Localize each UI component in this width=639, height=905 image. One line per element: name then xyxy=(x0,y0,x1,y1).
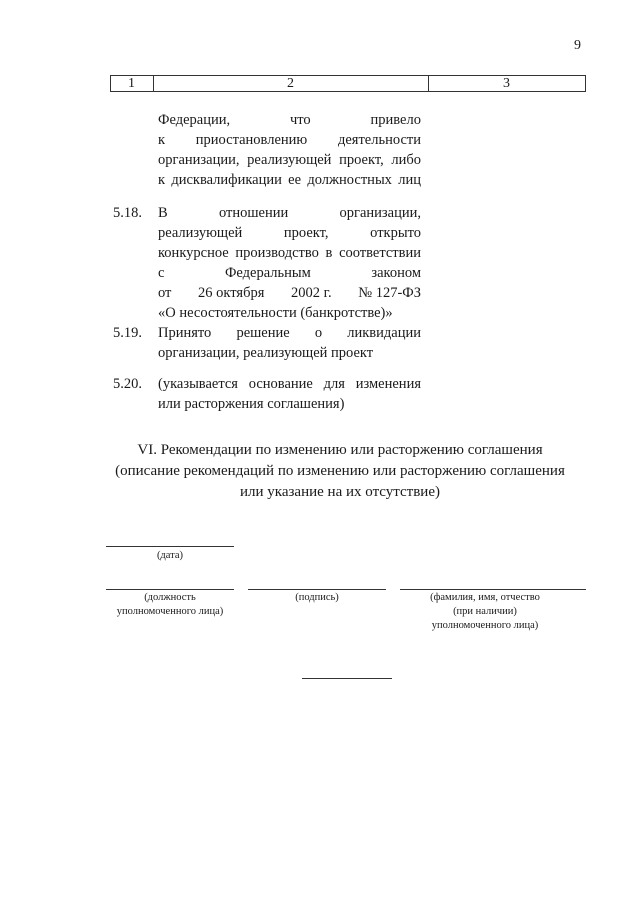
item-5-20-line-2: или расторжения соглашения) xyxy=(158,396,345,412)
column-2-header: 2 xyxy=(287,76,294,91)
signature-line xyxy=(248,589,386,590)
date-caption: (дата) xyxy=(156,550,184,561)
page-number: 9 xyxy=(574,38,581,53)
section-title xyxy=(80,440,600,503)
continuation-line-3: организации, реализующей проект, либо xyxy=(158,152,421,168)
continuation-line-4: к дисквалификации ее должностных лиц xyxy=(158,172,421,188)
item-5-18-line-3: конкурсное производство в соответствии xyxy=(158,245,421,261)
closing-separator-line xyxy=(302,678,392,679)
item-5-18-line-4: с Федеральным законом xyxy=(158,265,421,281)
item-number-5-18: 5.18. xyxy=(113,205,142,221)
item-5-18-line-1: В отношении организации, xyxy=(158,205,421,221)
item-5-18-line-2: реализующей проект, открыто xyxy=(158,225,421,241)
section-subtitle-line-1: (описание рекомендаций по изменению или расторжению соглашения xyxy=(115,463,565,479)
continuation-line-1: Федерации, что привело xyxy=(158,112,421,128)
signature-caption: (подпись) xyxy=(295,592,339,603)
item-number-5-20: 5.20. xyxy=(113,376,142,392)
item-5-20-line-1: (указывается основание для изменения xyxy=(158,376,421,392)
item-5-18-line-5: от 26 октября 2002 г. № 127-ФЗ xyxy=(158,285,421,301)
position-caption: (должность уполномоченного лица) xyxy=(116,592,224,617)
item-5-19-line-1: Принято решение о ликвидации xyxy=(158,325,421,341)
table-header xyxy=(110,75,586,92)
full-name-line xyxy=(400,589,586,590)
section-subtitle-line-2: или указание на их отсутствие) xyxy=(240,484,440,500)
section-heading: VI. Рекомендации по изменению или расторжению соглашения xyxy=(137,442,543,458)
position-line xyxy=(106,589,234,590)
date-line xyxy=(106,546,234,547)
column-3-header: 3 xyxy=(503,76,510,91)
column-1-header: 1 xyxy=(128,76,135,91)
full-name-caption: (фамилия, имя, отчество (при наличии) уполномоченного лица) xyxy=(430,592,540,631)
item-number-5-19: 5.19. xyxy=(113,325,142,341)
continuation-line-2: к приостановлению деятельности xyxy=(158,132,421,148)
item-5-19-line-2: организации, реализующей проект xyxy=(158,345,374,361)
item-5-18-line-6: «О несостоятельности (банкротстве)» xyxy=(158,305,393,321)
